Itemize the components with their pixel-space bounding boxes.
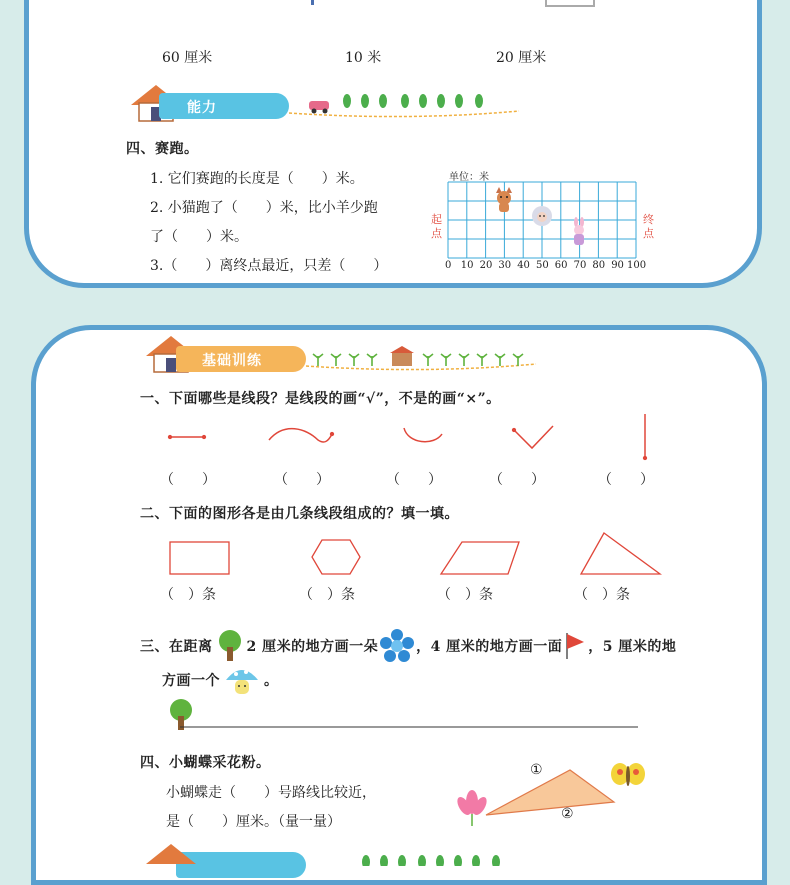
grid-tick-label: 100 [627, 260, 647, 271]
measure-label: 60 厘米 [162, 50, 213, 66]
decoration-trees [326, 854, 526, 866]
q1-figures [156, 408, 676, 464]
decoration-trees [289, 89, 529, 121]
grid-tick-label: 0 [445, 260, 452, 271]
tree-icon [215, 629, 245, 663]
grid-tick-label: 20 [479, 260, 493, 271]
grid-tick-label: 50 [536, 260, 549, 271]
route-label-1: ① [530, 762, 543, 778]
race-item-3: 3.（ ）离终点最近，只差（ ） [150, 258, 388, 274]
q4-title: 四、小蝴蝶采花粉。 [140, 755, 271, 771]
race-question-title: 四、赛跑。 [126, 141, 199, 157]
q1-answer-blank[interactable]: （ ） [274, 472, 330, 488]
race-item-2: 2. 小猫跑了（ ）米，比小羊少跑 [150, 200, 378, 216]
cutoff-tick [311, 0, 314, 5]
rabbit-icon [569, 217, 589, 247]
grid-tick-label: 70 [573, 260, 587, 271]
start-label: 起 点 [431, 213, 442, 240]
q1-answer-blank[interactable]: （ ） [386, 472, 442, 488]
basic-training-label: 基础训练 [202, 353, 262, 369]
grid-tick-label: 10 [460, 260, 474, 271]
measure-label: 10 米 [345, 50, 382, 66]
q2-answer-blank[interactable]: （ ）条 [299, 587, 355, 603]
flag-icon [564, 631, 586, 661]
q4-route-diagram [450, 758, 650, 828]
measure-label: 20 厘米 [496, 50, 547, 66]
q3-text: 方画一个 [162, 673, 220, 689]
q3-text: ，5 厘米的地 [588, 639, 677, 655]
route-label-2: ② [561, 806, 574, 822]
flower-icon [380, 629, 414, 663]
grid-tick-label: 40 [517, 260, 530, 271]
grid-tick-label: 80 [592, 260, 606, 271]
grid-unit-label: 单位：米 [449, 172, 489, 183]
q3-text: 三、在距离 [140, 639, 213, 655]
cutoff-box [545, 0, 595, 7]
q3-line1 [140, 629, 676, 663]
q3-drawing-line [166, 698, 641, 734]
q3-text: 2 厘米的地方画一朵 [246, 639, 379, 655]
race-item-1: 1. 它们赛跑的长度是（ ）米。 [150, 171, 364, 187]
q2-answer-blank[interactable]: （ ）条 [160, 587, 216, 603]
q2-answer-blank[interactable]: （ ）条 [574, 587, 630, 603]
cat-icon [491, 187, 517, 213]
race-item-2-cont: 了（ ）米。 [150, 229, 248, 245]
grid-tick-label: 30 [498, 260, 512, 271]
q4-line2: 是（ ）厘米。（量一量） [166, 814, 341, 830]
ability-banner-label: 能力 [187, 100, 217, 116]
q3-line2 [162, 664, 279, 696]
q1-answer-blank[interactable]: （ ） [598, 472, 654, 488]
q3-text: 。 [264, 673, 279, 689]
top-card [24, 0, 762, 288]
house-icon [144, 842, 198, 872]
q2-answer-blank[interactable]: （ ）条 [437, 587, 493, 603]
q3-text: ，4 厘米的地方画一面 [416, 639, 563, 655]
q2-shapes [156, 528, 676, 580]
decoration-sprouts [306, 344, 546, 374]
q1-answer-blank[interactable]: （ ） [160, 472, 216, 488]
q4-line1: 小蝴蝶走（ ）号路线比较近， [166, 785, 376, 801]
q2-title: 二、下面的图形各是由几条线段组成的？填一填。 [140, 506, 459, 522]
grid-tick-label: 90 [611, 260, 624, 271]
grid-ticks [443, 260, 647, 274]
grid-tick-label: 60 [554, 260, 568, 271]
ability-banner [159, 93, 289, 119]
main-card [31, 325, 767, 885]
end-label: 终 点 [643, 213, 654, 240]
sheep-icon [529, 205, 555, 227]
q1-answer-blank[interactable]: （ ） [489, 472, 545, 488]
q1-title: 一、下面哪些是线段？是线段的画“√”，不是的画“×”。 [140, 391, 501, 407]
mushroom-icon [224, 664, 260, 696]
